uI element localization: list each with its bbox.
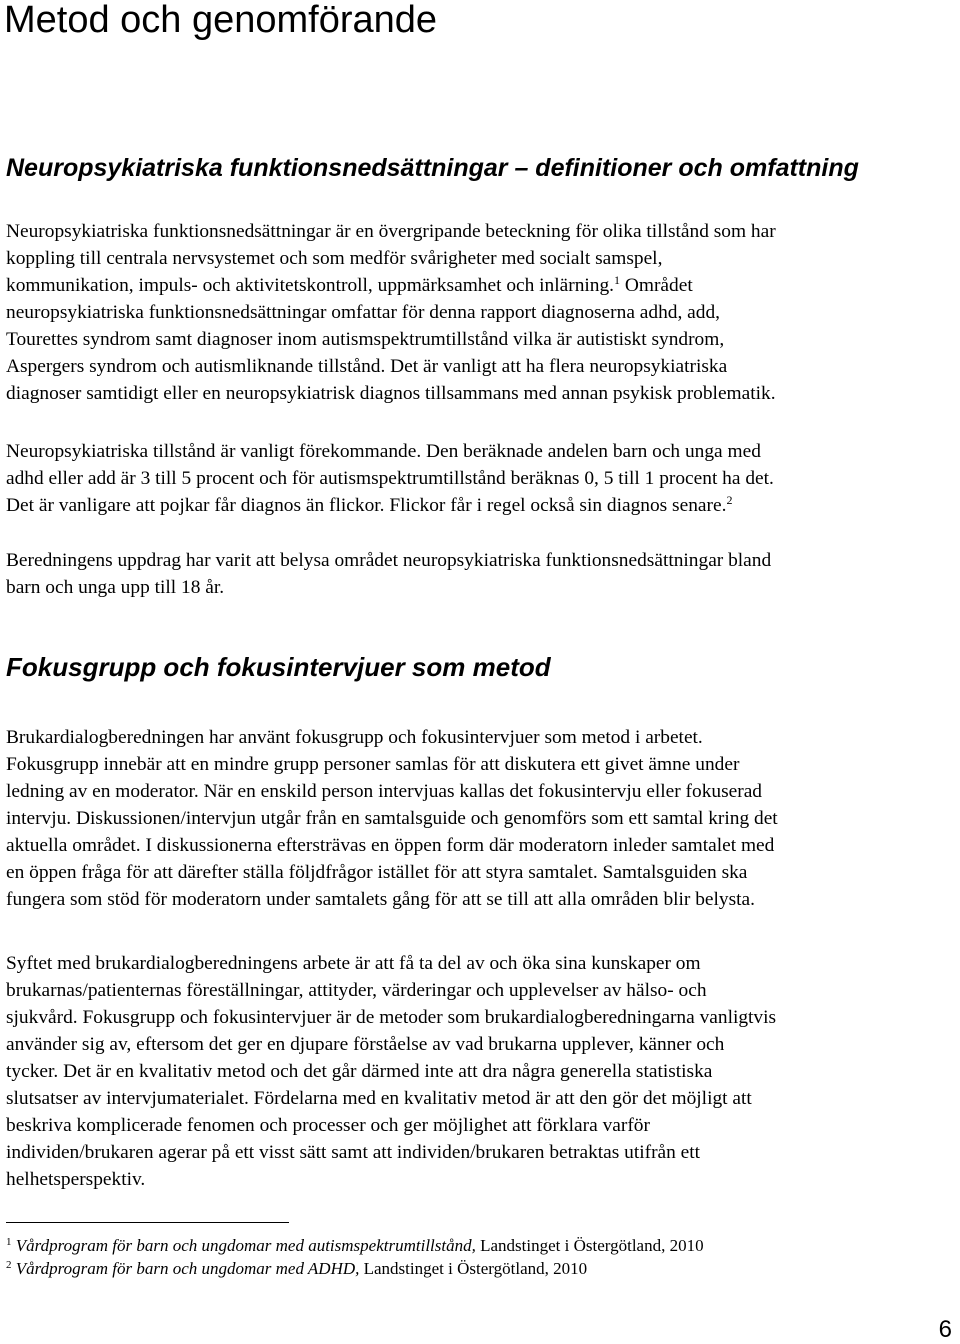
- text-segment: Området: [620, 275, 693, 296]
- text-line: Fokusgrupp innebär att en mindre grupp personer samlas för att diskutera ett givet ämne under: [6, 754, 740, 775]
- text-line: Brukardialogberedningen har använt fokusgrupp och fokusintervjuer som metod i arbetet.: [6, 727, 703, 748]
- text-line: tycker. Det är en kvalitativ metod och det går därmed inte att dra några generella statistiska: [6, 1061, 713, 1082]
- footnote-1: [6, 1235, 704, 1257]
- text-line: Tourettes syndrom samt diagnoser inom autismspektrumtillstånd vilka är autistiskt syndrom,: [6, 329, 725, 350]
- text-line: aktuella området. I diskussionerna eftersträvas en öppen form där moderatorn inleder samtalet med: [6, 835, 775, 856]
- paragraph-assignment: [6, 547, 952, 601]
- text-line: [6, 272, 952, 299]
- text-segment: Det är vanligare att pojkar får diagnos än flickor. Flickor får i regel också sin diagnos senare.: [6, 495, 727, 516]
- text-line: Beredningens uppdrag har varit att belysa området neuropsykiatriska funktionsnedsättningar bland: [6, 550, 772, 571]
- footnote-title: Vårdprogram för barn och ungdomar med ADHD,: [15, 1259, 360, 1278]
- section-heading-focus-group: Fokusgrupp och fokusintervjuer som metod: [6, 652, 551, 682]
- text-line: Neuropsykiatriska funktionsnedsättningar är en övergripande beteckning för olika tillstånd som har: [6, 221, 776, 242]
- text-line: adhd eller add är 3 till 5 procent och för autismspektrumtillstånd beräknas 0, 5 till 1 procent ha det.: [6, 468, 774, 489]
- text-line: sjukvård. Fokusgrupp och fokusintervjuer är de metoder som brukardialogberedningarna vanligtvis: [6, 1007, 777, 1028]
- section-heading-neuropsychiatric: Neuropsykiatriska funktionsnedsättningar – definitioner och omfattning: [6, 154, 859, 182]
- text-line: använder sig av, eftersom det ger en djupare förståelse av vad brukarna upplever, känner och: [6, 1034, 725, 1055]
- footnote-2: [6, 1258, 587, 1280]
- text-line: koppling till centrala nervsystemet och som medför svårigheter med socialt samspel,: [6, 248, 663, 269]
- text-line: neuropsykiatriska funktionsnedsättningar omfattar för denna rapport diagnoserna adhd, add,: [6, 302, 721, 323]
- footnote-title: Vårdprogram för barn och ungdomar med autismspektrumtillstånd,: [15, 1236, 476, 1255]
- text-line: fungera som stöd för moderatorn under samtalets gång för att se till att alla områden blir belysta.: [6, 889, 756, 910]
- text-segment: kommunikation, impuls- och aktivitetskontroll, uppmärksamhet och inlärning.: [6, 275, 615, 296]
- paragraph-purpose: [6, 950, 952, 1193]
- text-line: beskriva komplicerade fenomen och processer och ger möjlighet att förklara varför: [6, 1115, 650, 1136]
- paragraph-focus-group-method: [6, 724, 952, 913]
- paragraph-prevalence: [6, 438, 952, 519]
- text-line: Syftet med brukardialogberedningens arbete är att få ta del av och öka sina kunskaper om: [6, 953, 701, 974]
- text-line: Aspergers syndrom och autismliknande tillstånd. Det är vanligt att ha flera neuropsykiatriska: [6, 356, 728, 377]
- footnote-number: 1: [6, 1236, 12, 1248]
- text-line: Neuropsykiatriska tillstånd är vanligt förekommande. Den beräknade andelen barn och unga med: [6, 441, 761, 462]
- text-line: slutsatser av intervjumaterialet. Fördelarna med en kvalitativ metod är att den gör det möjligt att: [6, 1088, 752, 1109]
- text-line: brukarnas/patienternas föreställningar, attityder, värderingar och upplevelser av hälso- och: [6, 980, 707, 1001]
- paragraph-definitions: [6, 218, 952, 407]
- footnote-source: Landstinget i Östergötland, 2010: [475, 1236, 704, 1255]
- text-line: en öppen fråga för att därefter ställa följdfrågor istället för att styra samtalet. Samtalsguiden ska: [6, 862, 748, 883]
- footnote-divider: [6, 1222, 289, 1223]
- text-line: individen/brukaren agerar på ett visst sätt samt att individen/brukaren betraktas utifrån ett: [6, 1142, 701, 1163]
- text-line: [6, 492, 952, 519]
- footnote-source: Landstinget i Östergötland, 2010: [359, 1259, 588, 1278]
- text-line: barn och unga upp till 18 år.: [6, 577, 225, 598]
- text-line: intervju. Diskussionen/intervjun utgår från en samtalsguide och genomförs som ett samtal kring det: [6, 808, 778, 829]
- footnote-ref-1[interactable]: 1: [614, 273, 621, 287]
- text-line: ledning av en moderator. När en enskild person intervjuas kallas det fokusintervju eller fokuserad: [6, 781, 763, 802]
- footnote-ref-2[interactable]: 2: [726, 493, 733, 507]
- page-title: Metod och genomförande: [4, 0, 438, 41]
- text-line: helhetsperspektiv.: [6, 1169, 146, 1190]
- footnote-number: 2: [6, 1259, 12, 1271]
- page-number: 6: [938, 1316, 952, 1343]
- text-line: diagnoser samtidigt eller en neuropsykiatrisk diagnos tillsammans med annan psykisk problematik.: [6, 383, 776, 404]
